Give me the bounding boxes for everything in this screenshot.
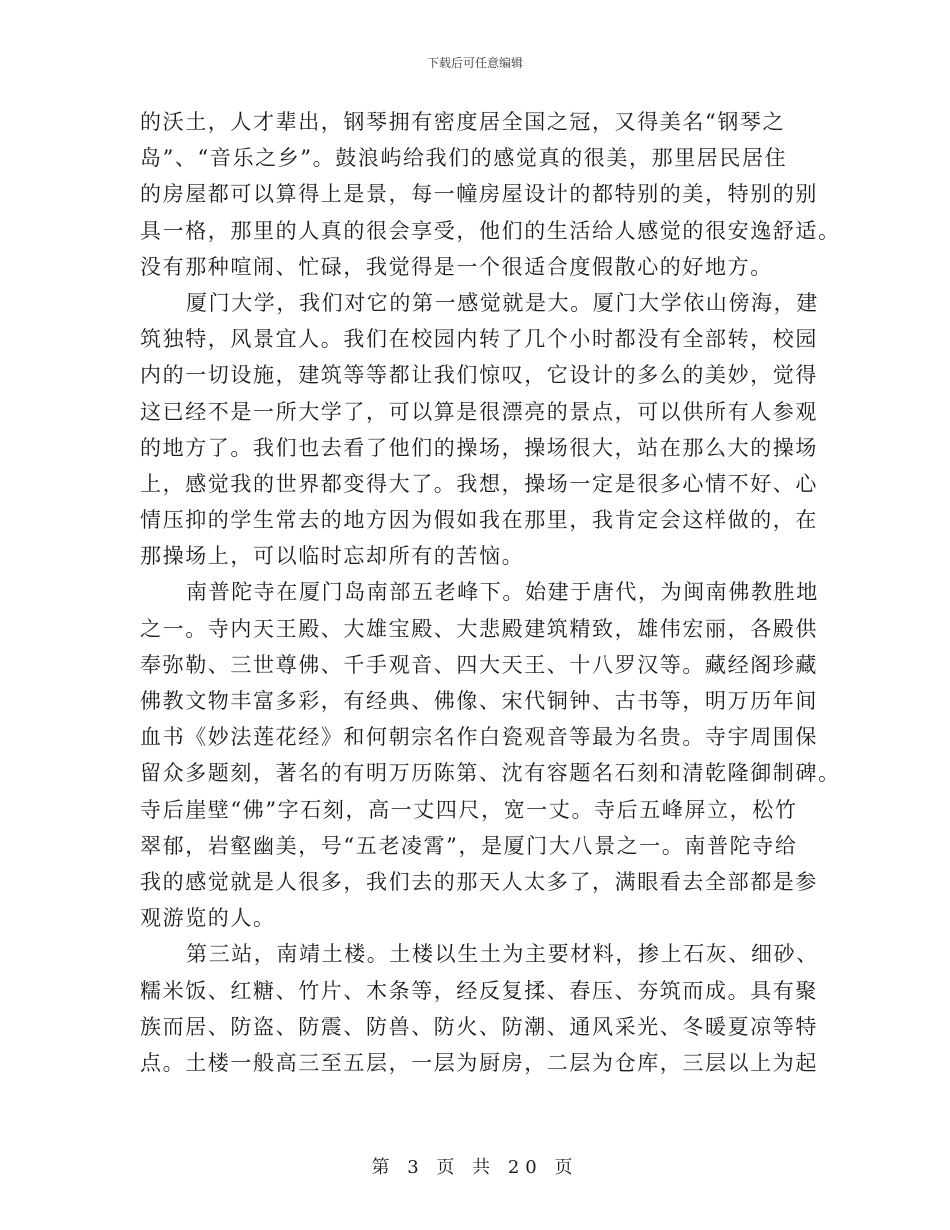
text-line: 之一。寺内天王殿、大雄宝殿、大悲殿建筑精致，雄伟宏丽，各殿供 — [140, 616, 818, 641]
text-line: 族而居、防盗、防震、防兽、防火、防潮、通风采光、冬暖夏凉等特 — [140, 1014, 818, 1039]
text-line: 我的感觉就是人很多，我们去的那天人太多了，满眼看去全部都是参 — [140, 869, 818, 894]
text-line: 筑独特，风景宜人。我们在校园内转了几个小时都没有全部转，校园 — [140, 327, 818, 352]
text-line: 情压抑的学生常去的地方因为假如我在那里，我肯定会这样做的，在 — [140, 508, 818, 533]
text-line: 翠郁，岩壑幽美，号“五老凌霄”，是厦门大八景之一。南普陀寺给 — [140, 833, 798, 858]
text-line: 南普陀寺在厦门岛南部五老峰下。始建于唐代，为闽南佛教胜地 — [186, 580, 819, 605]
text-line: 血书《妙法莲花经》和何朝宗名作白瓷观音等最为名贵。寺宇周围保 — [140, 725, 818, 750]
text-line: 那操场上，可以临时忘却所有的苦恼。 — [140, 544, 525, 569]
document-body — [140, 104, 841, 1081]
text-line: 没有那种喧闹、忙碌，我觉得是一个很适合度假散心的好地方。 — [140, 254, 773, 279]
text-line: 的地方了。我们也去看了他们的操场，操场很大，站在那么大的操场 — [140, 435, 818, 460]
text-line: 佛教文物丰富多彩，有经典、佛像、宋代铜钟、古书等，明万历年间 — [140, 689, 818, 713]
text-line: 内的一切设施，建筑等等都让我们惊叹，它设计的多么的美妙，觉得 — [140, 363, 818, 388]
text-line: 留众多题刻，著名的有明万历陈第、沈有容题名石刻和清乾隆御制碑。 — [140, 761, 841, 786]
text-line: 这已经不是一所大学了，可以算是很漂亮的景点，可以供所有人参观 — [140, 399, 818, 424]
text-line: 具一格，那里的人真的很会享受，他们的生活给人感觉的很安逸舒适。 — [140, 218, 841, 243]
text-line: 点。土楼一般高三至五层，一层为厨房，二层为仓库，三层以上为起 — [140, 1050, 818, 1075]
text-line: 寺后崖壁“佛”字石刻，高一丈四尺，宽一丈。寺后五峰屏立，松竹 — [140, 797, 798, 822]
text-line: 上，感觉我的世界都变得大了。我想，操场一定是很多心情不好、心 — [140, 471, 818, 496]
text-line: 第三站，南靖土楼。土楼以生土为主要材料，掺上石灰、细砂、 — [186, 942, 819, 967]
text-line: 观游览的人。 — [140, 906, 276, 931]
text-line: 奉弥勒、三世尊佛、千手观音、四大天王、十八罗汉等。藏经阁珍藏 — [140, 652, 818, 677]
page-header: 下载后可任意编辑 — [426, 56, 523, 70]
text-line: 厦门大学，我们对它的第一感觉就是大。厦门大学依山傍海，建 — [186, 290, 819, 315]
text-line: 岛”、“音乐之乡”。鼓浪屿给我们的感觉真的很美，那里居民居住 — [140, 146, 788, 171]
text-line: 的沃土，人才辈出，钢琴拥有密度居全国之冠，又得美名“钢琴之 — [140, 110, 786, 134]
text-line: 的房屋都可以算得上是景，每一幢房屋设计的都特别的美，特别的别 — [140, 182, 818, 207]
text-line: 糯米饭、红糖、竹片、木条等，经反复揉、舂压、夯筑而成。具有聚 — [140, 978, 818, 1003]
page-number-footer: 第 3 页 共 20 页 — [371, 1157, 579, 1178]
